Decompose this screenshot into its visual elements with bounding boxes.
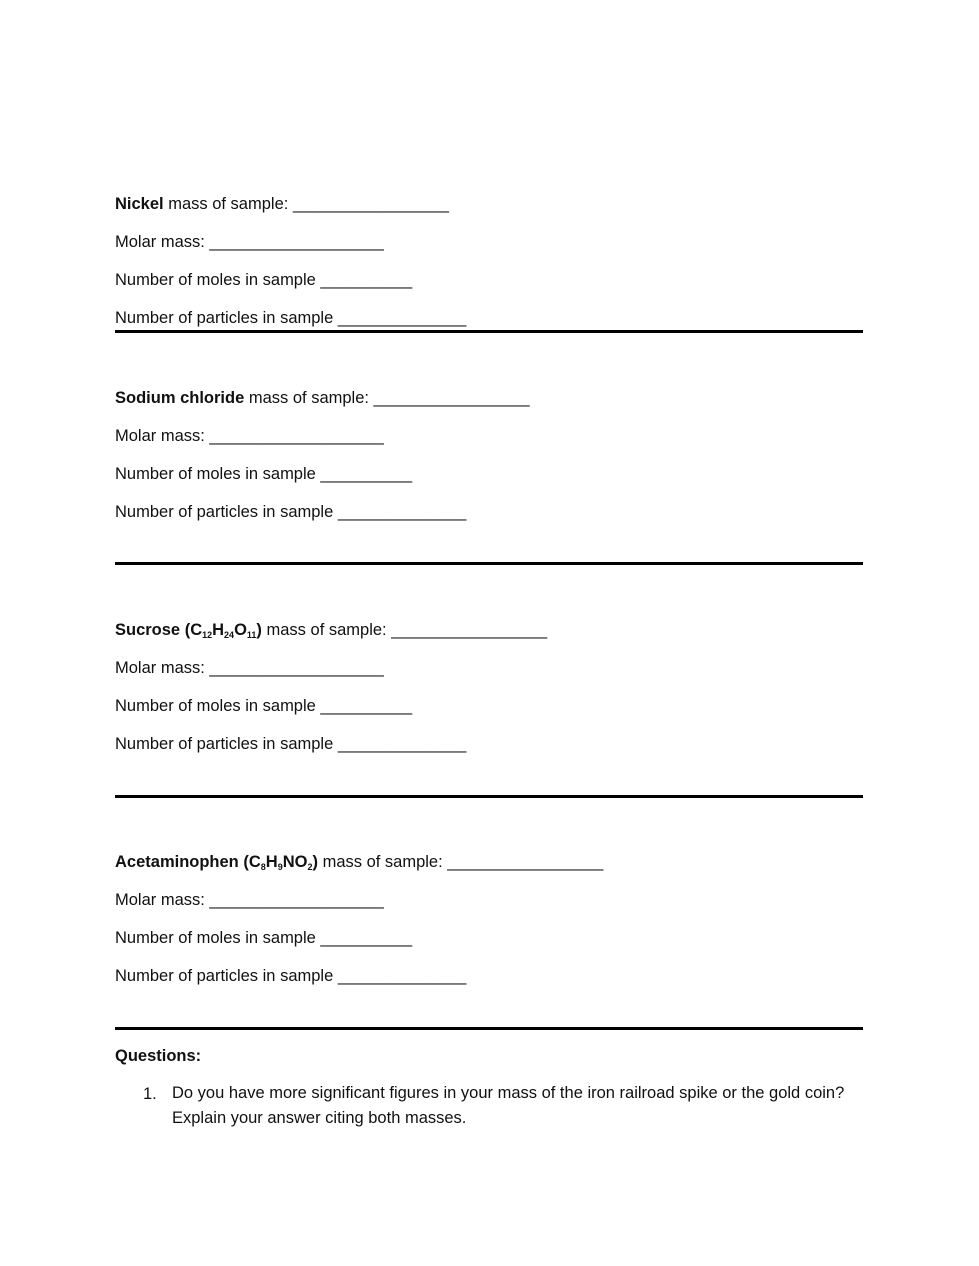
nickel-mass-line: [115, 194, 449, 214]
question-number: 1.: [143, 1085, 157, 1103]
section-divider: [115, 795, 863, 798]
section-divider: [115, 562, 863, 565]
acetaminophen-moles: Number of moles in sample __________: [115, 929, 413, 947]
section-divider: [115, 330, 863, 333]
nickel-molar-mass: Molar mass: ___________________: [115, 233, 384, 251]
sodium-chloride-particles: Number of particles in sample ______________: [115, 503, 467, 521]
sucrose-moles: Number of moles in sample __________: [115, 697, 413, 715]
sodium-chloride-mass-label: mass of sample: _________________: [244, 389, 530, 407]
sucrose-particles: Number of particles in sample ______________: [115, 735, 467, 753]
sucrose-molar-mass: Molar mass: ___________________: [115, 659, 384, 677]
questions-heading: Questions:: [115, 1047, 202, 1065]
sodium-chloride-title: Sodium chloride: [115, 389, 245, 407]
sodium-chloride-mass-line: [115, 388, 530, 408]
question-text: Do you have more significant figures in your mass of the iron railroad spike or the gold coin? Explain your answer citing both masses.: [172, 1084, 845, 1127]
nickel-title: Nickel: [115, 195, 164, 213]
section-divider: [115, 1027, 863, 1030]
sucrose-mass-label: mass of sample: _________________: [261, 621, 548, 639]
sodium-chloride-moles: Number of moles in sample __________: [115, 465, 413, 483]
sucrose-title: Sucrose $(C_{12}H_{24}O_{11})$: [115, 621, 262, 640]
nickel-particles: Number of particles in sample ______________: [115, 309, 467, 327]
sodium-chloride-molar-mass: Molar mass: ___________________: [115, 427, 384, 445]
acetaminophen-molar-mass: Molar mass: ___________________: [115, 891, 384, 909]
acetaminophen-mass-line: [115, 852, 603, 872]
sucrose-mass-line: [115, 620, 547, 640]
acetaminophen-particles: Number of particles in sample ______________: [115, 967, 467, 985]
acetaminophen-title: Acetaminophen $(C_8H_9NO_2)$: [115, 853, 318, 872]
acetaminophen-mass-label: mass of sample: _________________: [317, 853, 604, 871]
nickel-mass-label: mass of sample: _________________: [163, 195, 449, 213]
nickel-moles: Number of moles in sample __________: [115, 271, 413, 289]
